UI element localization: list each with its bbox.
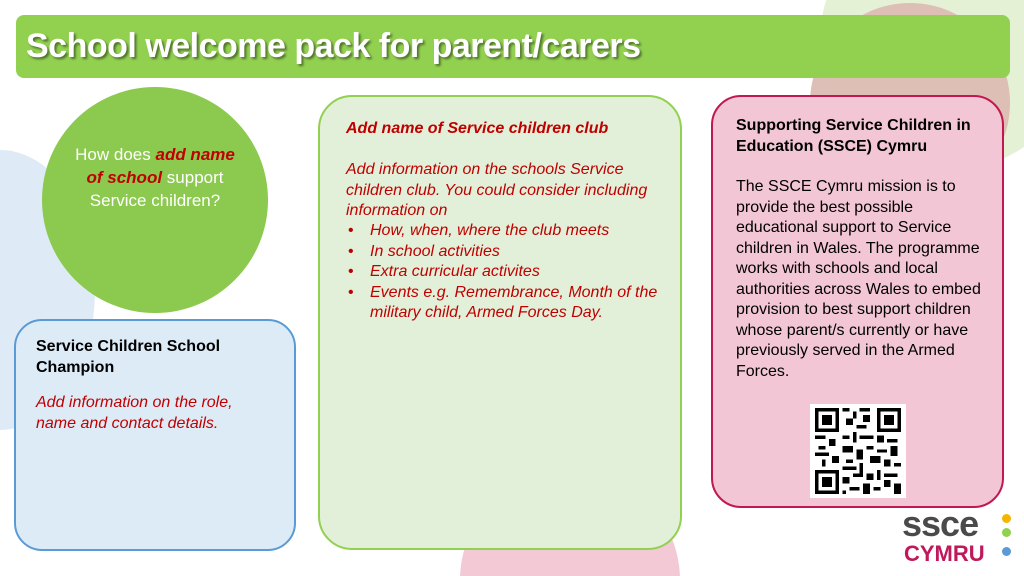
school-support-question (70, 143, 240, 212)
qr-code[interactable] (810, 404, 906, 498)
list-item: • In school activities (346, 242, 666, 263)
logo-wordmark-ssce: ssce (902, 503, 979, 544)
list-item: • Extra curricular activites (346, 262, 666, 283)
page-title: School welcome pack for parent/carers (26, 27, 641, 65)
question-prefix: How does (75, 145, 156, 164)
list-item: • Events e.g. Remembrance, Month of the military child, Armed Forces Day. (346, 283, 666, 324)
qr-code-icon (814, 408, 902, 494)
club-info-list (346, 221, 666, 324)
champion-placeholder: Add information on the role, name and contact details. (36, 394, 233, 432)
ssce-title: Supporting Service Children in Education (SSCE) Cymru (736, 117, 971, 155)
logo-wordmark-cymru: CYMRU (904, 541, 985, 566)
ssce-mission-text: The SSCE Cymru mission is to provide the best possible educational support to Service children in Wales. The programme works with schools and local authorities across Wales to embed provision to best support children whose parent/s currently or have previously served in the Armed Forces. (736, 178, 981, 380)
logo-dot-icon (1002, 514, 1011, 523)
logo-dot-icon (1002, 547, 1011, 556)
champion-title: Service Children School Champion (36, 338, 221, 376)
club-intro: Add information on the schools Service children club. You could consider including information on (346, 161, 648, 219)
title-bar (16, 15, 1010, 78)
question-suffix: support Service children? (89, 168, 224, 210)
list-item: • How, when, where the club meets (346, 221, 666, 242)
ssce-cymru-logo (902, 503, 1018, 570)
school-name-placeholder: add name of school (86, 145, 235, 187)
club-title: Add name of Service children club (346, 120, 609, 137)
logo-dot-icon (1002, 528, 1011, 537)
